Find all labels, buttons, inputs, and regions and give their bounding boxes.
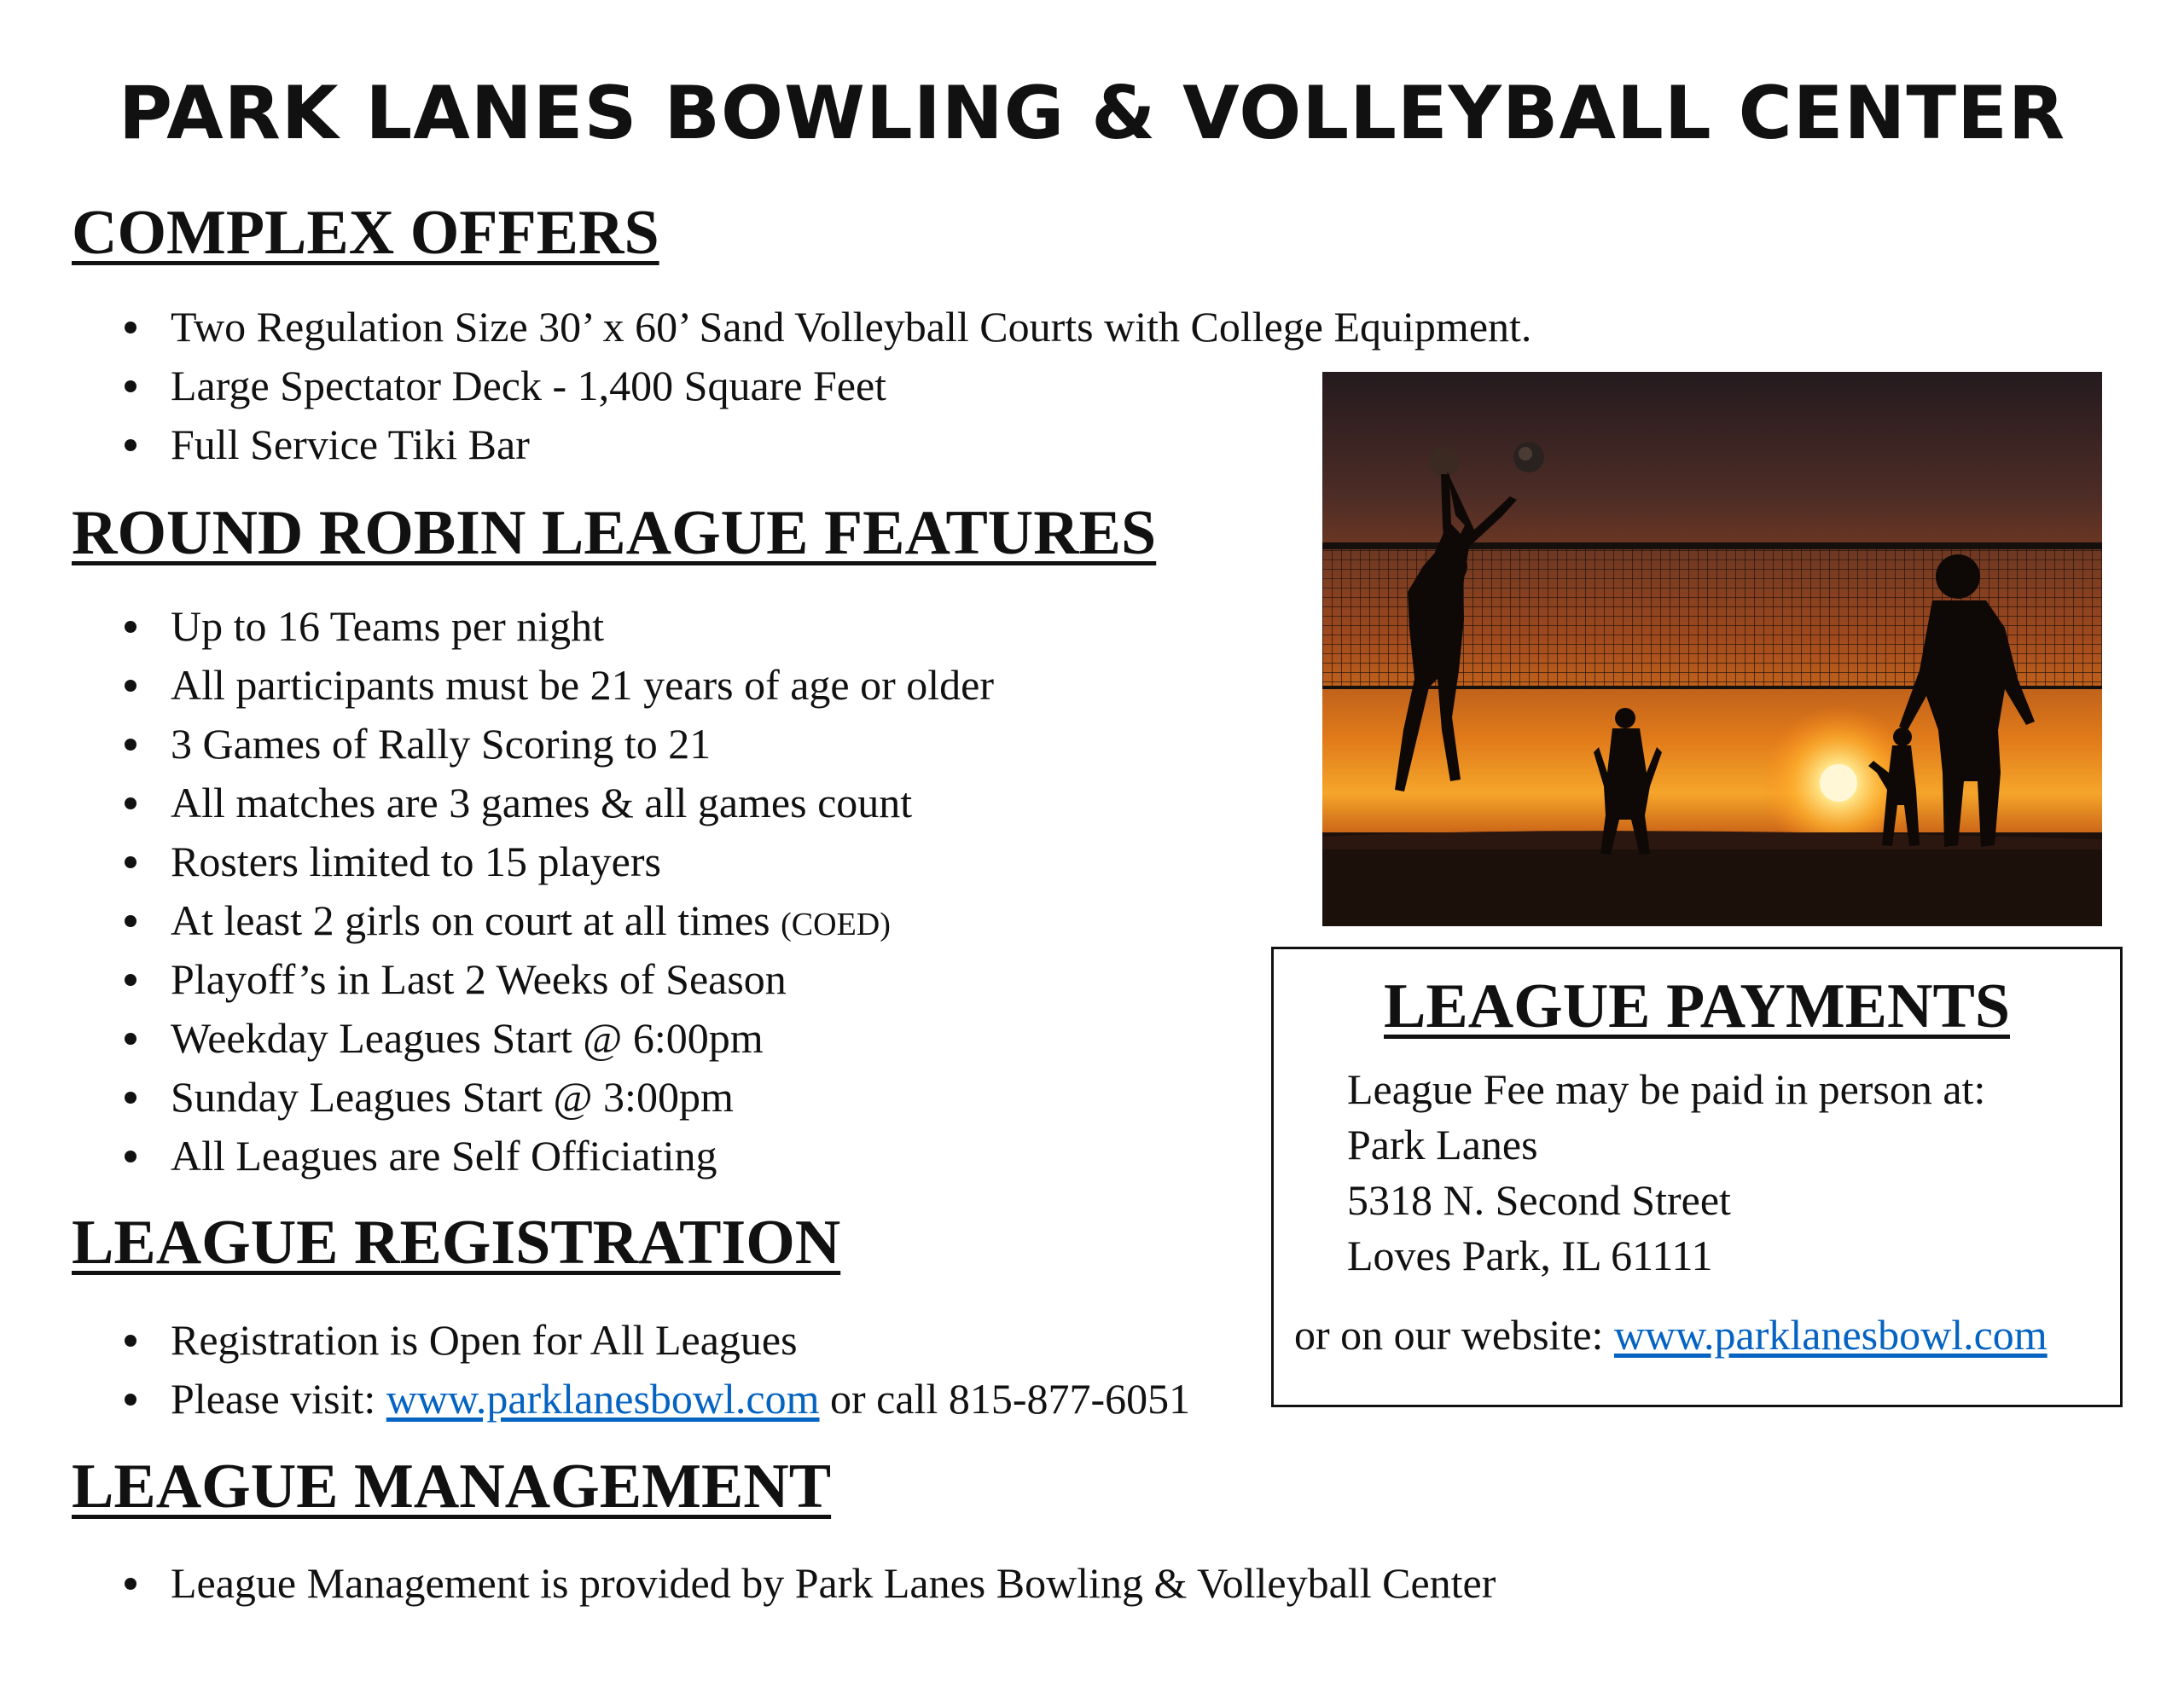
complex-offers-heading: COMPLEX OFFERS (72, 198, 659, 268)
bullet-icon (125, 915, 136, 927)
payments-website-link[interactable]: www.parklanesbowl.com (1613, 1311, 2048, 1359)
management-heading: LEAGUE MANAGEMENT (72, 1452, 832, 1522)
bullet-icon (125, 680, 136, 692)
bullet-icon (125, 1578, 136, 1590)
visit-prefix: Please visit: (171, 1375, 386, 1423)
payment-line: Loves Park, IL 61111 (1347, 1232, 1713, 1279)
payment-line: 5318 N. Second Street (1347, 1176, 1731, 1224)
league-payments-box (1271, 947, 2123, 1407)
payments-heading: LEAGUE PAYMENTS (1384, 971, 2010, 1041)
bullet-icon (125, 322, 136, 333)
features-heading: ROUND ROBIN LEAGUE FEATURES (72, 498, 1157, 568)
website-link[interactable]: www.parklanesbowl.com (386, 1375, 820, 1423)
payment-line: Park Lanes (1347, 1121, 1538, 1168)
bullet-icon (125, 439, 136, 451)
bullet-icon (125, 856, 136, 868)
bullet-icon (125, 739, 136, 751)
bullet-icon (125, 1394, 136, 1406)
page-title: PARK LANES BOWLING & VOLLEYBALL CENTER (118, 71, 2066, 156)
web-prefix: or on our website: (1294, 1311, 1614, 1359)
payments-website (1294, 1307, 2048, 1363)
bullet-icon (125, 797, 136, 809)
payments-address (1347, 1062, 1985, 1284)
bullet-icon (125, 1335, 136, 1347)
bullet-icon (125, 621, 136, 633)
payment-line: League Fee may be paid in person at: (1347, 1065, 1986, 1113)
bullet-icon (125, 380, 136, 392)
bullet-icon (125, 1151, 136, 1162)
volleyball-sunset-photo (1322, 372, 2102, 926)
bullet-icon (125, 1033, 136, 1045)
bullet-icon (125, 1092, 136, 1104)
call-suffix: or call 815-877-6051 (819, 1375, 1191, 1423)
bullet-icon (125, 974, 136, 986)
coed-note: (COED) (781, 907, 891, 942)
registration-heading: LEAGUE REGISTRATION (72, 1208, 841, 1278)
feature-text: At least 2 girls on court at all times (171, 896, 770, 944)
